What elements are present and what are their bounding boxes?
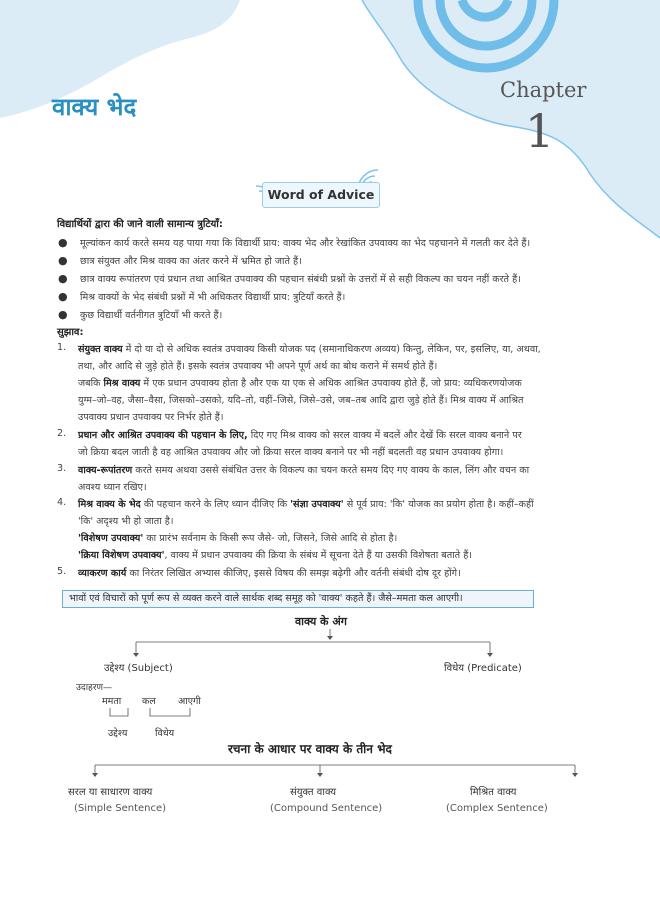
error-item: ● छात्र संयुक्त और मिश्र वाक्य का अंतर करने में भ्रमित हो जाते हैं। (58, 254, 302, 267)
diagram-root: वाक्य के अंग (295, 615, 347, 628)
example-label: उदाहरण— (76, 683, 113, 693)
suggestion-number: 4. (57, 497, 67, 508)
chapter-label: Chapter (500, 78, 587, 102)
errors-heading: विद्यार्थियों द्वारा की जाने वाली सामान्य त्रुटियाँ: (57, 219, 223, 230)
error-item: ● मिश्र वाक्यों के भेद संबंधी प्रश्नों में भी अधिकतर विद्यार्थी प्राय: त्रुटियाँ करते हैं। (58, 290, 346, 303)
suggestion-number: 2. (57, 428, 67, 439)
diagram-predicate: विधेय (Predicate) (444, 663, 522, 674)
chapter-number: 1 (525, 104, 555, 158)
diagram-subject: उद्देश्य (Subject) (104, 663, 173, 674)
types-title: रचना के आधार पर वाक्य के तीन भेद (228, 742, 392, 756)
suggestion-line: 'विशेषण उपवाक्य' का प्रारंभ सर्वनाम के किसी रूप जैसे- जो, जिसने, जिसे आदि से होता है। (78, 533, 398, 544)
error-item: ● कुछ विद्यार्थी वर्तनीगत त्रुटियाँ भी करते हैं। (58, 308, 223, 321)
suggestion-line: अवश्य ध्यान रखिए। (78, 482, 147, 493)
word-of-advice-badge: Word of Advice (262, 182, 380, 208)
suggestion-line: युग्म–जो–वह, जैसा–वैसा, जिसको–उसको, यदि–तो, वहीं–जिसे, जिसे–उसे, जब–तब आदि द्वारा जुड़े होते हैं। मिश्र वाक्य में आश्रित (78, 395, 524, 406)
suggestion-line: 'क्रिया विशेषण उपवाक्य', वाक्य में प्रधान उपवाक्य की क्रिया के संबंध में सूचना देते हैं या उसकी विशेषता बताते हैं। (78, 550, 472, 561)
suggestion-number: 3. (57, 463, 67, 474)
suggestion-line: उपवाक्य प्रधान उपवाक्य पर निर्भर होते हैं। (78, 412, 224, 423)
suggestion-line: वाक्य-रूपांतरण करते समय अथवा उससे संबंधित उत्तर के विकल्प का चयन करते समय दिए गए वाक्य के काल, लिंग और वचन का (78, 465, 530, 476)
suggestion-line: जो क्रिया बदल जाती है वह आश्रित उपवाक्य और जो क्रिया सरल वाक्य बनाने पर भी नहीं बदलती वह प्रधान उपवाक्य होगा। (78, 447, 504, 458)
suggestion-line: मिश्र वाक्य के भेद की पहचान करने के लिए ध्यान दीजिए कि 'संज्ञा उपवाक्य' से पूर्व प्राय: 'कि' योजक का प्रयोग होता है। कहीं–कहीं (78, 499, 534, 510)
suggestion-line: 'कि' अदृश्य भी हो जाता है। (78, 516, 174, 527)
type-complex: मिश्रित वाक्य (470, 787, 517, 798)
suggestion-number: 5. (57, 566, 67, 577)
error-item: ● मूल्यांकन कार्य करते समय यह पाया गया कि विद्यार्थी प्राय: वाक्य भेद और रेखांकित उपवाक्य का भेद पहचानने में गलती कर देते हैं। (58, 236, 531, 249)
type-compound-en: (Compound Sentence) (270, 803, 383, 814)
type-compound: संयुक्त वाक्य (290, 787, 337, 798)
example-word: ममता (102, 696, 122, 707)
type-complex-en: (Complex Sentence) (446, 803, 548, 814)
suggestion-line: जबकि मिश्र वाक्य में एक प्रधान उपवाक्य होता है और एक या एक से अधिक आश्रित उपवाक्य होते हैं, जो प्राय: व्यधिकरणयोजक (78, 378, 522, 389)
suggestion-line: व्याकरण कार्य का निरंतर लिखित अभ्यास कीजिए, इससे विषय की समझ बढ़ेगी और वर्तनी संबंधी दोष दूर होंगे। (78, 568, 461, 579)
page-title: वाक्य भेद (52, 93, 137, 121)
error-item: ● छात्र वाक्य रूपांतरण एवं प्रधान तथा आश्रित उपवाक्य की पहचान संबंधी प्रश्नों के उत्तरों में से सही विकल्प का चयन नहीं करते हैं। (58, 272, 521, 285)
suggestion-line: प्रधान और आश्रित उपवाक्य की पहचान के लिए, दिए गए मिश्र वाक्य को सरल वाक्य में बदलें और देखें कि सरल वाक्य बनाने पर (78, 430, 522, 441)
type-simple: सरल या साधारण वाक्य (68, 787, 153, 798)
suggestions-heading: सुझाव: (57, 327, 84, 338)
suggestion-line: संयुक्त वाक्य में दो या दो से अधिक स्वतंत्र उपवाक्य किसी योजक पद (समानाधिकरण अव्यय) किन्तु, लेकिन, पर, इसलिए, या, अथवा, (78, 344, 541, 355)
definition-box: भावों एवं विचारों को पूर्ण रूप से व्यक्त करने वाले सार्थक शब्द समूह को 'वाक्य' कहते हैं। जैसे–ममता कल आएगी। (62, 590, 534, 608)
example-subject-label: उद्देश्य (108, 728, 128, 739)
example-predicate-label: विधेय (155, 728, 175, 739)
suggestion-line: तथा, और आदि से जुड़े होते हैं। इसके स्वतंत्र उपवाक्य भी अपने पूर्ण अर्थ का बोध कराने में समर्थ होते हैं। (78, 361, 438, 372)
example-word: कल (142, 696, 156, 707)
suggestion-number: 1. (57, 342, 67, 353)
type-simple-en: (Simple Sentence) (74, 803, 167, 814)
example-word: आएगी (178, 696, 201, 707)
